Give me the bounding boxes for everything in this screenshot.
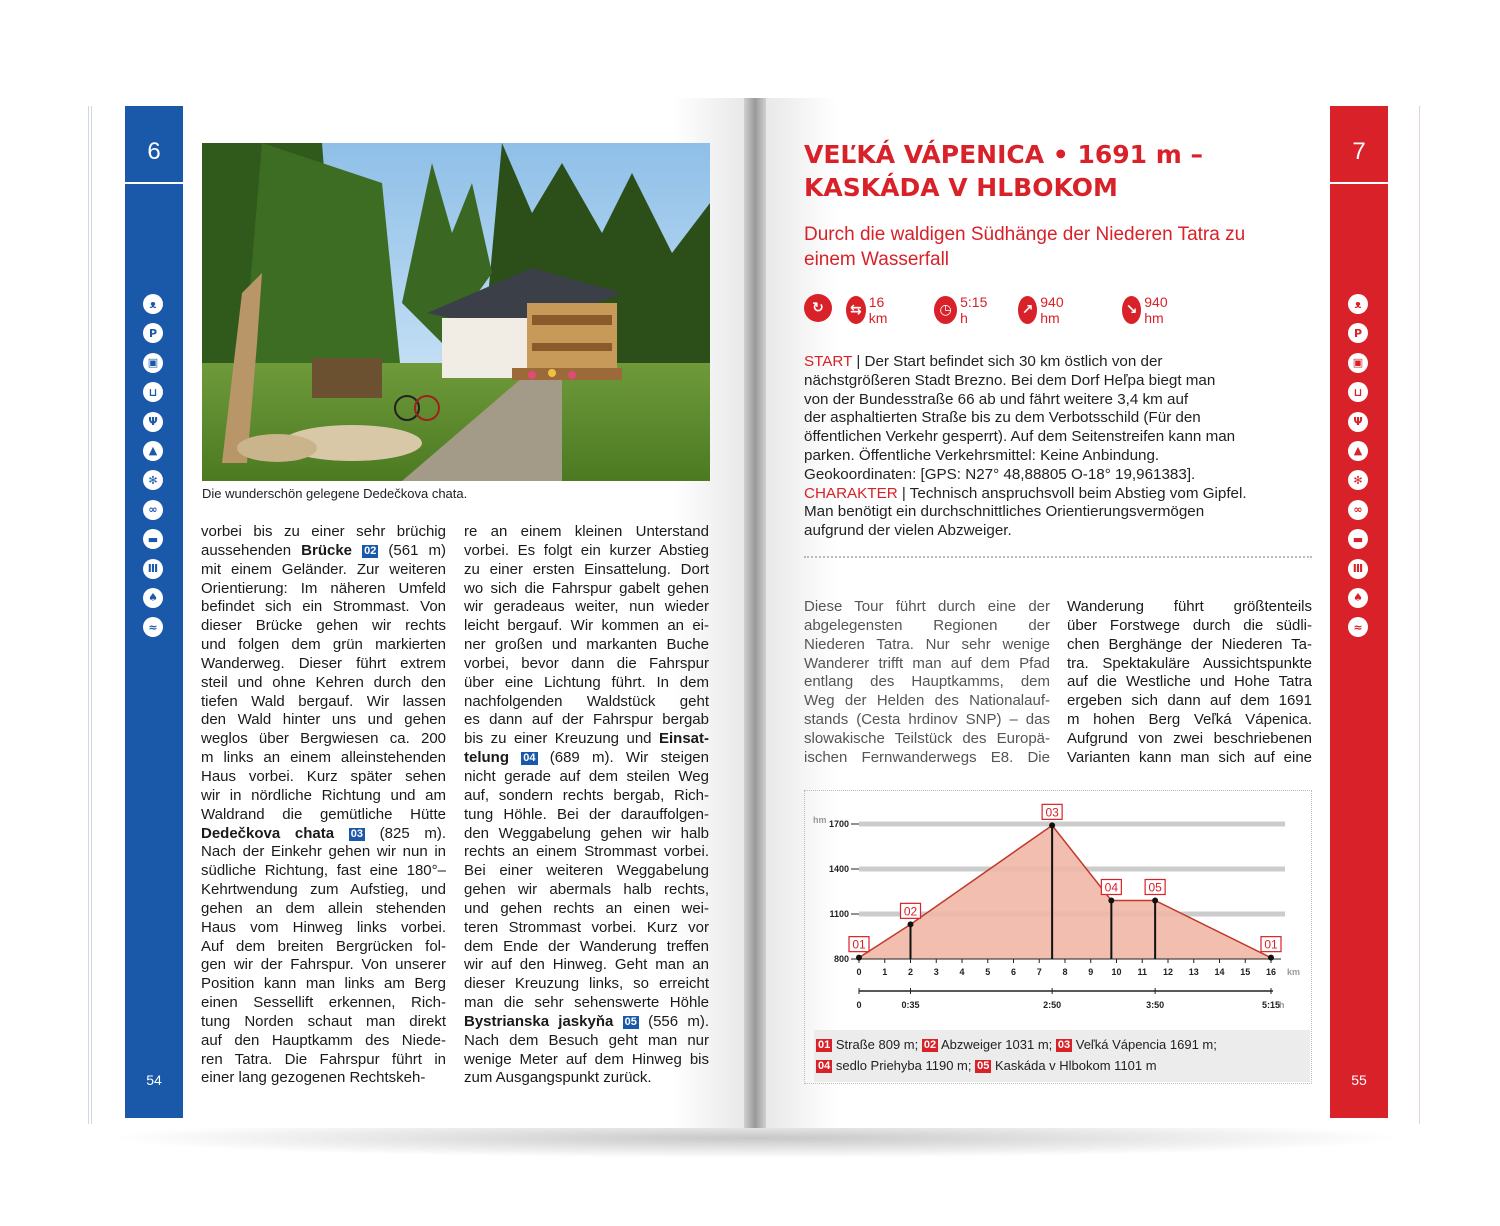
x-tick-label: 6 [1010,967,1017,977]
shopping-basket-icon: ⊔ [1348,382,1368,402]
loop-icon: ↻ [804,294,832,322]
waypoint-marker [1108,898,1114,904]
ascent-value: 940 hm [1040,294,1064,326]
y-tick-label: 1100 [829,909,849,919]
bicycle-icon: ∞ [143,500,163,520]
left-side-band [125,106,183,1118]
stat-ascent [1018,294,1072,326]
charakter-label: CHARAKTER [804,484,898,502]
waypoint-marker [1049,822,1055,828]
x-tick-label: 14 [1214,967,1225,977]
left-text-column-1: vorbei bis zu einer sehr brüchig aussehenden Brücke 02 (561 m) mit einem Geländer. Zur weiteren Orientierung: Im näheren Umfeld befindet sich ein Strommast. Von dieser Brücke gehen wir rechts und folgen dem grün markierten Wanderweg. Dieser führt extrem steil und ohne Kehren durch den tiefen Wald bergauf. Wir lassen den Wald hinter uns und gehen weglos über Bergwiesen ca. 200 m links an einem alleinstehenden Haus vorbei. Kurz später sehen wir in nördliche Richtung und am Waldrand die gemütliche Hütte Dedečkova chata 03 (825 m). Nach der Einkehr gehen wir nun in südliche Richtung, fast eine 180°– Kehrtwendung zum Aufstieg, und gehen an dem allein stehenden Haus vom Hinweg links vorbei. Auf dem breiten Bergrücken fol- gen wir der Fahrspur. Von unserer Position kann man links am Berg einen Sessellift erkennen, Rich- tung Norden schaut man direkt auf den Hauptkamm des Niede- ren Tatra. Die Fahrspur führt in einer lang gezogenen Rechtskeh- [201,523,446,1087]
hut-photo [202,143,710,481]
time-value: 5:15 h [960,294,988,326]
waypoint-marker [1268,955,1274,961]
waypoint-badge: 02 [923,1039,937,1051]
bear-icon: ᴥ [1348,294,1368,314]
dotted-divider [804,556,1312,558]
right-text-column-2: Wanderung führt größtenteils über Forstwege durch die südli- chen Berghänge der Niederen Ta- tra. Spektakuläre Aussichtspunkte auf die Westliche und Hohe Tatra ergeben sich dann auf dem 1691 m hohen Berg Veľká Vápenica. Aufgrund von zwei beschriebenen Varianten kann man sich auf eine [1067,598,1312,766]
tree-icon: ♠ [143,588,163,608]
descent-arrow-icon: ↘ [1122,296,1141,324]
y-tick-label: 1400 [828,864,849,874]
museum-icon: Ⅲ [143,559,163,579]
left-text-column-2: re an einem kleinen Unterstand vorbei. Es folgt ein kurzer Abstieg zu einer ersten Einsattelung. Dort wo sich die Fahrspur gabelt gehen wir geradeaus weiter, nun wieder leicht bergauf. Wir kommen an ei- ner großen und markanten Buche vorbei, bevor dann die Fahrspur über eine Lichtung führt. In dem nachfolgenden Waldstück geht es dann auf der Fahrspur bergab bis zu einer Kreuzung und Einsat- telung 04 (689 m). Wir steigen nicht gerade auf dem steilen Weg auf, sondern rechts bergab, Rich- tung Höhle. Bei der darauffolgen- den Weggabelung gehen wir halb rechts an einem Strommast vorbei. Bei einer weiteren Weggabelung gehen wir abermals halb rechts, und gehen rechts an einen wei- teren Strommast vorbei. Kurz vor dem Ende der Wanderung treffen wir auf den Hinweg. Geht man an dieser Kreuzung links, so erreicht man die sehr sehenswerte Höhle Bystrianska jaskyňa 05 (556 m). Nach dem Besuch geht man nur wenige Meter auf dem Hinweg bis zum Ausgangspunkt zurück. [464,523,710,1087]
waypoint-marker [856,955,862,961]
waypoint-badge: 01 [818,1039,831,1051]
x-tick-label: 11 [1137,967,1148,977]
parking-icon: P [143,323,163,343]
x-tick-label: 10 [1111,967,1122,977]
bed-icon: ▬ [1348,529,1368,549]
x-tick-label: 2 [907,967,914,977]
tour-subtitle-line-2: einem Wasserfall [804,249,950,270]
book-spine [744,98,766,1128]
tour-title-line-2: KASKÁDA V HLBOKOM [804,173,1118,202]
tour-title [804,138,1203,204]
x-tick-label: 0 [856,967,862,977]
bear-icon: ᴥ [143,294,163,314]
waypoint-badge: 03 [1057,1039,1071,1051]
time-tick-label: 2:50 [1043,1000,1062,1010]
time-tick-label: 3:50 [1146,1000,1165,1010]
waypoint-label: 03 [1045,805,1059,820]
swimming-icon: ≈ [1348,617,1368,637]
signpost-icon: ⇆ [846,296,866,324]
bus-icon: ▣ [143,353,163,373]
stat-time [934,294,992,326]
x-tick-label: 12 [1162,967,1174,977]
x-tick-label: 3 [933,967,939,977]
tour-number: 7 [1352,138,1366,165]
hut-icon: ▲ [1348,441,1368,461]
right-side-band [1330,106,1388,1118]
tree-icon: ♠ [1348,588,1368,608]
page-number: 54 [146,1072,162,1088]
swimming-icon: ≈ [143,617,163,637]
x-axis-unit: km [1287,967,1301,977]
x-tick-label: 9 [1088,967,1094,977]
waypoint-marker [908,921,914,927]
stat-loop [804,294,832,322]
y-axis-unit: hm [813,815,827,825]
x-tick-label: 4 [959,967,965,977]
waypoint-label: 04 [1104,880,1119,895]
time-tick-label: 0 [856,1000,862,1010]
waypoint-label: 05 [1148,880,1162,895]
bicycle-icon: ∞ [1348,500,1368,520]
waypoint-label: 01 [852,937,866,952]
waypoint-label: 02 [903,904,918,919]
parking-icon: P [1348,323,1368,343]
stat-descent [1122,294,1176,326]
elevation-chart-svg [805,791,1310,1023]
waypoint-label: 01 [1264,937,1278,952]
distance-value: 16 km [868,294,888,326]
tour-title-line-1: VEĽKÁ VÁPENICA • 1691 m – [804,140,1204,169]
ascent-arrow-icon: ↗ [1018,296,1037,324]
stat-distance [846,294,896,326]
waypoint-badge: 05 [977,1060,990,1072]
snow-icon: ✻ [1348,470,1368,490]
start-label: START [804,353,853,370]
x-tick-label: 8 [1062,967,1068,977]
x-tick-label: 15 [1240,967,1251,977]
elevation-area [859,825,1271,959]
descent-value: 940 hm [1144,294,1168,326]
time-axis-unit: h [1279,1000,1285,1010]
category-icons [143,294,165,647]
bus-icon: ▣ [1348,353,1368,373]
x-tick-label: 16 [1265,967,1277,977]
x-tick-label: 1 [882,967,888,977]
photo-caption: Die wunderschön gelegene Dedečkova chata. [202,486,468,501]
museum-icon: Ⅲ [1348,559,1368,579]
page-number: 55 [1351,1072,1367,1088]
snow-icon: ✻ [143,470,163,490]
x-tick-label: 7 [1036,967,1042,977]
tour-number: 6 [147,138,161,165]
restaurant-icon: Ψ [1348,412,1368,432]
divider [1330,182,1388,184]
shopping-basket-icon: ⊔ [143,382,163,402]
start-info: START | Der Start befindet sich 30 km östlich von der nächstgrößeren Stadt Brezno. Bei dem Dorf Heľpa biegt man von der Bundesstraße 66 ab und fährt weitere 3,4 km auf der asphaltierten Straße bis zu dem Verbotsschild (Für den öffentlichen Verkehr gesperrt). Auf dem Seitenstreifen kann man parken. Öffentliche Verkehrsmittel: Keine Anbindung. Geokoordinaten: [GPS: N27° 48,88805 O-18° 19,961383]. CHARAKTER | Technisch anspruchsvoll beim Abstieg vom Gipfel. Man benötigt ein durchschnittliches Orientierungsvermögen aufgrund der vielen Abzweiger. [804,353,1247,540]
clock-icon: ◷ [934,296,957,324]
restaurant-icon: Ψ [143,412,163,432]
bed-icon: ▬ [143,529,163,549]
time-tick-label: 5:15 [1261,1000,1281,1010]
y-tick-label: 800 [833,954,849,964]
waypoint-legend: 01 Straße 809 m; 02 Abzweiger 1031 m; 03 Veľká Vápencia 1691 m; 04 sedlo Priehyba 1190 m; 05 Kaskáda v Hlbokom 1101 m [814,1030,1310,1082]
right-text-column-1: Diese Tour führt durch eine der abgelegensten Regionen der Niederen Tatra. Nur sehr wenige Wanderer trifft man auf dem Pfad entlang des Hauptkamms, dem Weg der Helden des Nationalauf- stands (Cesta hrdinov SNP) – das slowakische Teilstück des Europä- ischen Fernwanderwegs E8. Die [804,598,1050,766]
tour-subtitle-line-1: Durch die waldigen Südhänge der Niederen Tatra zu [804,224,1246,245]
divider [125,182,183,184]
waypoint-badge: 04 [818,1060,831,1072]
x-tick-label: 13 [1188,967,1199,977]
y-tick-label: 1700 [828,819,849,829]
hut-icon: ▲ [143,441,163,461]
waypoint-marker [1152,898,1158,904]
tour-subtitle [804,222,1245,272]
category-icons [1348,294,1370,647]
time-tick-label: 0:35 [901,1000,920,1010]
x-tick-label: 5 [985,967,991,977]
